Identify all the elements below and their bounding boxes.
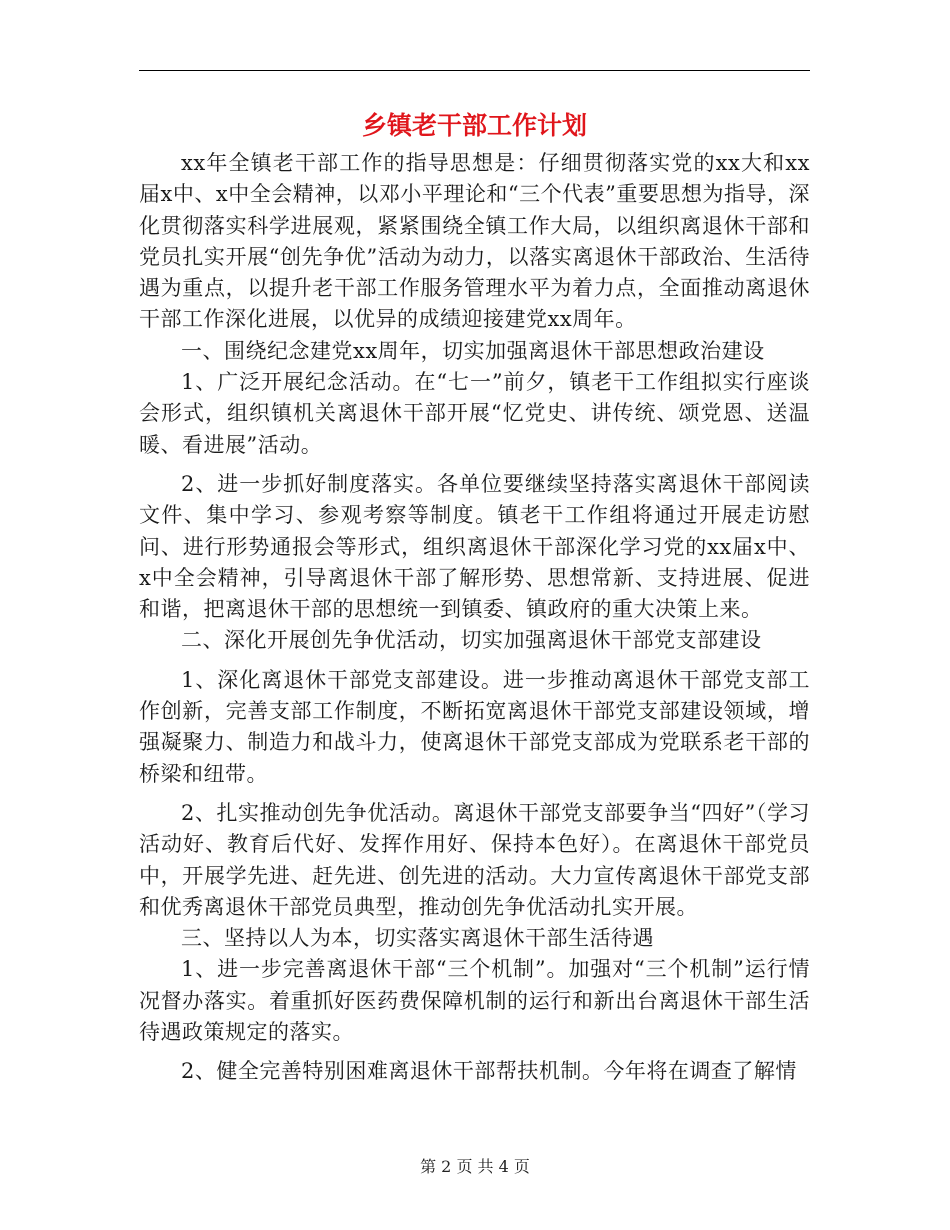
section-2-item-2: 2、扎实推动创先争优活动。离退休干部党支部要争当“四好”（学习活动好、教育后代好、发挥作用好、保持本色好）。在离退休干部党员中，开展学先进、赶先进、创先进的活动。大力宣传离退休干部党支部和优秀离退休干部党员典型，推动创先争优活动扎实开展。: [139, 800, 810, 919]
intro-paragraph: xx年全镇老干部工作的指导思想是：仔细贯彻落实党的xx大和xx届x中、x中全会精神，以邓小平理论和“三个代表”重要思想为指导，深化贯彻落实科学进展观，紧紧围绕全镇工作大局，以组织离退休干部和党员扎实开展“创先争优”活动为动力，以落实离退休干部政治、生活待遇为重点，以提升老干部工作服务管理水平为着力点，全面推动离退休干部工作深化进展，以优异的成绩迎接建党xx周年。: [139, 151, 810, 332]
section-3-item-2: 2、健全完善特别困难离退休干部帮扶机制。今年将在调查了解情: [181, 1059, 797, 1084]
page-number-footer: 第 2 页 共 4 页: [420, 1157, 530, 1176]
section-heading-1: 一、围绕纪念建党xx周年，切实加强离退休干部思想政治建设: [181, 338, 765, 363]
section-1-item-1: 1、广泛开展纪念活动。在“七一”前夕，镇老干工作组拟实行座谈会形式，组织镇机关离退休干部开展“忆党史、讲传统、颂党恩、送温暖、看进展”活动。: [139, 370, 810, 457]
document-title: 乡镇老干部工作计划: [361, 111, 587, 140]
section-1-item-2: 2、进一步抓好制度落实。各单位要继续坚持落实离退休干部阅读文件、集中学习、参观考察等制度。镇老干工作组将通过开展走访慰问、进行形势通报会等形式，组织离退休干部深化学习党的xx届x中、x中全会精神，引导离退休干部了解形势、思想常新、支持进展、促进和谐，把离退休干部的思想统一到镇委、镇政府的重大决策上来。: [139, 471, 810, 622]
section-2-item-1: 1、深化离退休干部党支部建设。进一步推动离退休干部党支部工作创新，完善支部工作制度，不断拓宽离退休干部党支部建设领域，增强凝聚力、制造力和战斗力，使离退休干部党支部成为党联系老干部的桥梁和纽带。: [139, 667, 810, 786]
section-heading-3: 三、坚持以人为本，切实落实离退休干部生活待遇: [181, 926, 654, 951]
header-rule: [139, 70, 810, 71]
document-body: [139, 148, 810, 1088]
section-heading-2: 二、深化开展创先争优活动，切实加强离退休干部党支部建设: [181, 628, 762, 653]
section-3-item-1: 1、进一步完善离退休干部“三个机制”。加强对“三个机制”运行情况督办落实。着重抓好医药费保障机制的运行和新出台离退休干部生活待遇政策规定的落实。: [139, 957, 810, 1045]
